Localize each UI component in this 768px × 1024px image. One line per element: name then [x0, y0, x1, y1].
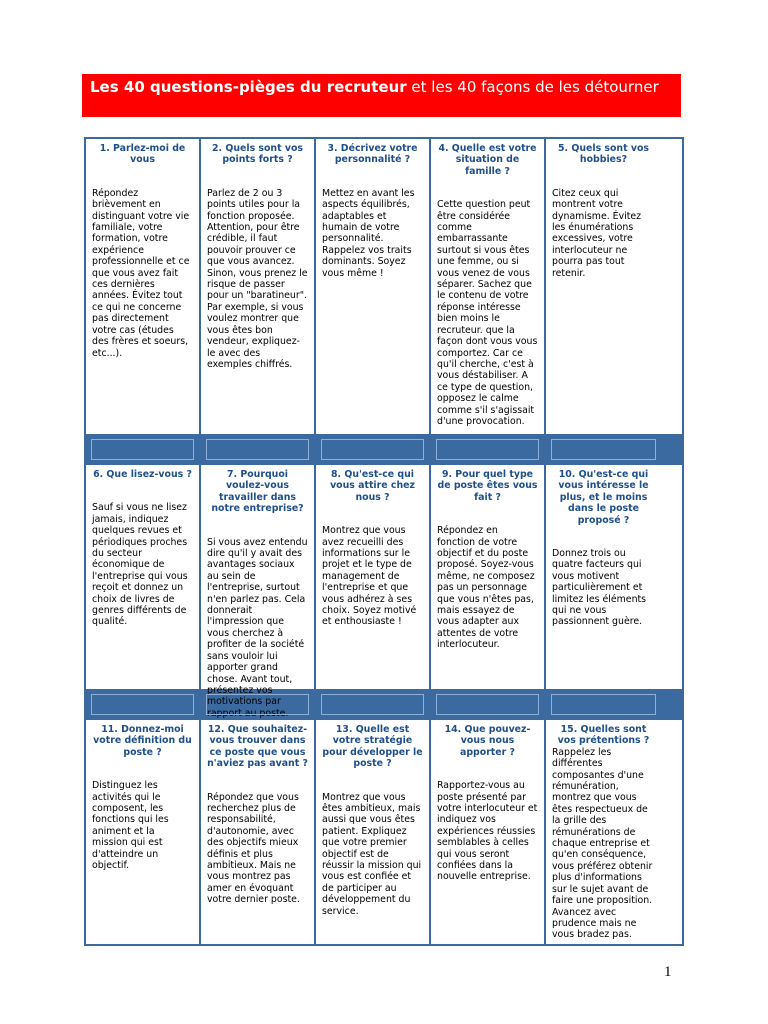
- question-cell: [431, 139, 546, 434]
- question-title: 15. Quelles sont vos prétentions ?: [557, 724, 650, 747]
- question-cell: [201, 720, 316, 944]
- question-title: 13. Quelle est votre stratégie pour développer le poste ?: [322, 724, 423, 770]
- question-cell: [86, 720, 201, 944]
- answer-text: Sauf si vous ne lisez jamais, indiquez quelques revues et périodiques proches du secteur économique de l'entreprise qui vous reçoit et donnez un choix de livres de genres différents de qualité.: [92, 502, 188, 628]
- answer-text: Répondez brièvement en distinguant votre vie familiale, votre formation, votre expérience professionnelle et ce que vous avez fait ces dernières années. Évitez tout ce qui ne concerne pas directement votre cas (études des frères et soeurs, etc...).: [92, 187, 190, 359]
- question-cell: [201, 465, 316, 719]
- question-title: 5. Quels sont vos hobbies?: [558, 143, 649, 166]
- answer-text: Cette question peut être considérée comme embarrassante surtout si vous êtes une femme, ou si vous venez de vous séparer. Sachez que le contenu de votre réponse intéresse bien moins le recruteur. que la façon dont vous vous comportez. Car ce qu'il cherche, c'est à vous déstabiliser. A ce type de question, opposez le calme comme s'il s'agissait d'une provocation.: [437, 199, 538, 427]
- question-cell: [86, 465, 201, 689]
- question-cell: [546, 720, 661, 944]
- question-title: 14. Que pouvez-vous nous apporter ?: [444, 724, 531, 758]
- question-cell: [431, 720, 546, 944]
- question-title: 3. Décrivez votre personnalité ?: [327, 143, 418, 166]
- question-cell: [316, 720, 431, 944]
- questions-table: [84, 137, 684, 946]
- question-cell: [316, 139, 431, 434]
- answer-text: Citez ceux qui montrent votre dynamisme. Évitez les énumérations excessives, votre interlocuteur ne pourra pas tout retenir.: [552, 187, 642, 279]
- table-row: [86, 465, 682, 719]
- answer-text: Montrez que vous avez recueilli des informations sur le projet et le type de management de l'entreprise et que vous adhérez à ses choix. Soyez motivé et enthousiaste !: [322, 525, 417, 628]
- question-title: 12. Que souhaitez-vous trouver dans ce poste que vous n'aviez pas avant ?: [207, 724, 308, 770]
- page-number: 1: [664, 964, 672, 980]
- answer-text: Donnez trois ou quatre facteurs qui vous motivent particulièrement et limitez les éléments qui ne vous passionnent guère.: [552, 548, 647, 628]
- question-title: 6. Que lisez-vous ?: [93, 469, 192, 480]
- answer-text: Montrez que vous êtes ambitieux, mais aussi que vous êtes patient. Expliquez que votre premier objectif est de réussir la mission qui vous est confiée et de participer au développement du service.: [322, 791, 422, 917]
- title-bold: Les 40 questions-pièges du recruteur: [90, 78, 407, 96]
- table-row: [86, 139, 682, 436]
- question-title: 9. Pour quel type de poste êtes vous fait ?: [437, 469, 538, 503]
- question-title: 11. Donnez-moi votre définition du poste ?: [93, 724, 192, 758]
- separator-row: [86, 436, 682, 465]
- question-cell: [316, 465, 431, 689]
- answer-text: Si vous avez entendu dire qu'il y avait des avantages sociaux au sein de l'entreprise, surtout n'en parlez pas. Cela donnerait l'impression que vous cherchez à profiter de la société sans vouloir lui apporter grand chose. Avant tout, présentez vos motivations par rapport au poste.: [207, 536, 308, 719]
- answer-text: Rappelez les différentes composantes d'une rémunération, montrez que vous êtes respectueux de la grille des rémunérations de chaque entreprise et qu'en conséquence, vous préférez obtenir plus d'informations sur le sujet avant de faire une proposition. Avancez avec prudence mais ne vous bradez pas.: [552, 746, 653, 941]
- answer-text: Rapportez-vous au poste présenté par votre interlocuteur et indiquez vos expériences réussies semblables à celles qui vous seront confiées dans la nouvelle entreprise.: [437, 780, 538, 883]
- answer-text: Mettez en avant les aspects équilibrés, adaptables et humain de votre personnalité. Rappelez vos traits dominants. Soyez vous même !: [322, 187, 415, 279]
- question-title: 10. Qu'est-ce qui vous intéresse le plus, et le moins dans le poste proposé ?: [558, 469, 649, 526]
- answer-text: Répondez en fonction de votre objectif et du poste proposé. Soyez-vous même, ne composez pas un personnage que vous n'êtes pas, mais essayez de vous adapter aux attentes de votre interlocuteur.: [437, 525, 535, 651]
- question-cell: [86, 139, 201, 434]
- question-title: 2. Quels sont vos points forts ?: [212, 143, 303, 166]
- question-title: 8. Qu'est-ce qui vous attire chez nous ?: [330, 469, 415, 503]
- title-rest: et les 40 façons de les détourner: [406, 78, 659, 96]
- question-cell: [431, 465, 546, 689]
- question-title: 7. Pourquoi voulez-vous travailler dans notre entreprise?: [211, 469, 304, 515]
- question-title: 1. Parlez-moi de vous: [99, 143, 186, 166]
- separator-row: [86, 691, 682, 720]
- document-title: [82, 74, 681, 117]
- question-cell: [546, 139, 661, 434]
- question-cell: [546, 465, 661, 689]
- answer-text: Répondez que vous recherchez plus de responsabilité, d'autonomie, avec des objectifs mieux définis et plus ambitieux. Mais ne vous montrez pas amer en évoquant votre dernier poste.: [207, 791, 300, 906]
- table-row: [86, 720, 682, 944]
- question-title: 4. Quelle est votre situation de famille ?: [438, 143, 537, 177]
- question-cell: [201, 139, 316, 434]
- answer-text: Parlez de 2 ou 3 points utiles pour la fonction proposée. Attention, pour être crédible, il faut pouvoir prouver ce que vous avancez. Sinon, vous prenez le risque de passer pour un "baratineur". Par exemple, si vous voulez montrer que vous êtes bon vendeur, expliquez-le avec des exemples chiffrés.: [207, 187, 308, 370]
- answer-text: Distinguez les activités qui le composent, les fonctions qui les animent et la mission qui est d'atteindre un objectif.: [92, 780, 169, 872]
